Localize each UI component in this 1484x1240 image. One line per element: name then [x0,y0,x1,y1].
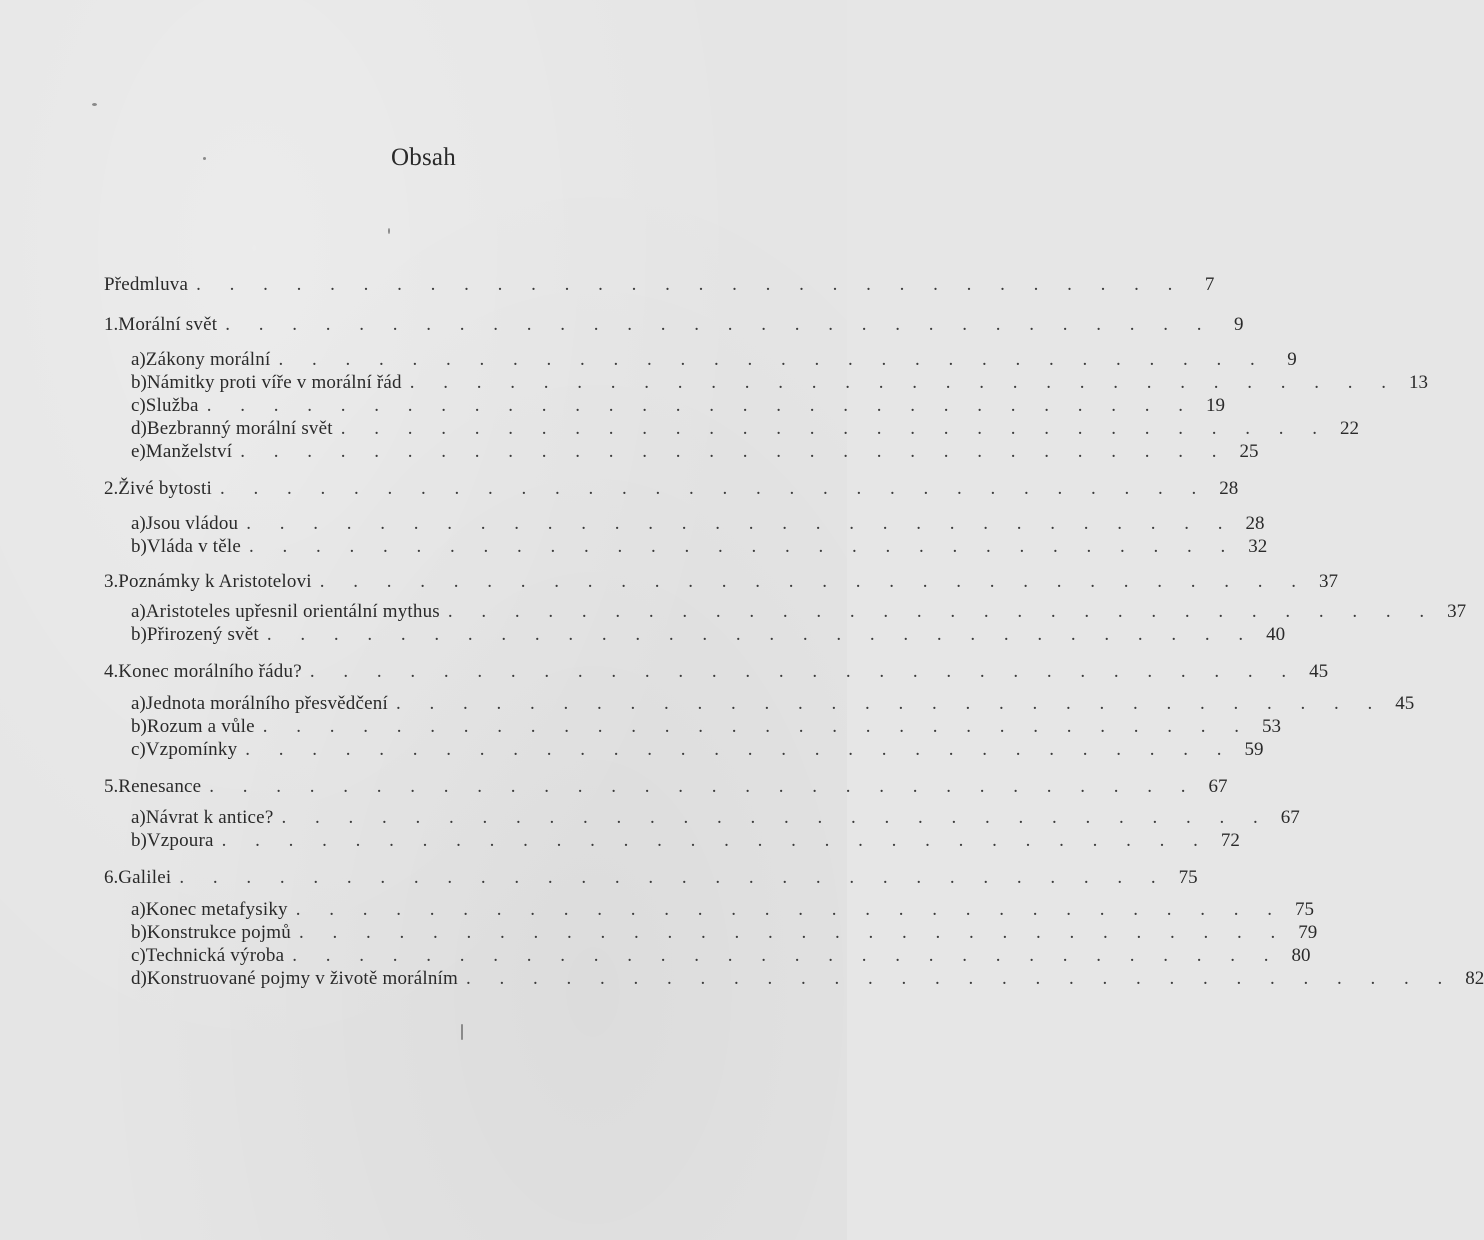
paper-speck [461,1024,463,1040]
toc-entry-page: 80 [1291,945,1311,966]
toc-entry-number: 3. [104,571,119,592]
leader-dots: . . . . . . . . . . . . . . . . . . . . . . . . . . . . . . [298,922,1288,943]
leader-dots: . . . . . . . . . . . . . . . . . . . . . . . . . . . . . . [295,899,1284,920]
toc-entry-label: Vláda v těle [146,536,242,557]
leader-dots: . . . . . . . . . . . . . . . . . . . . . . . . . . . . . . [240,441,1229,462]
toc-entry-label: Manželství [145,441,233,462]
leader-dots: . . . . . . . . . . . . . . . . . . . . . . . . . . . . . . [447,601,1437,622]
leader-dots: . . . . . . . . . . . . . . . . . . . . . . . . . . . . . . [281,807,1270,828]
leader-dots: . . . . . . . . . . . . . . . . . . . . . . . . . . . . . . [292,945,1281,966]
toc-entry-page: 45 [1309,661,1329,682]
toc-chapter [104,477,1239,501]
toc-chapter [104,775,1228,799]
paper-speck [388,228,390,234]
toc-entry-page: 7 [1204,274,1215,295]
toc-entry-label: Jsou vládou [145,513,239,534]
toc-entry-preface [104,273,1215,297]
leader-dots: . . . . . . . . . . . . . . . . . . . . . . . . . . . . . . [245,739,1234,760]
toc-section [131,806,1300,830]
toc-entry-label: Technická výroba [145,945,285,966]
toc-section [131,348,1297,372]
toc-entry-page: 67 [1208,776,1228,797]
toc-entry-number: d) [131,418,147,439]
toc-entry-label: Konstruované pojmy v životě morálním [146,968,458,989]
toc-section [131,623,1286,647]
toc-entry-number: c) [131,395,146,416]
toc-entry-label: Vzpomínky [145,739,238,760]
toc-entry-number: 6. [104,867,119,888]
toc-entry-label: Živé bytosti [118,478,212,499]
leader-dots: . . . . . . . . . . . . . . . . . . . . . . . . . . . . . . [395,693,1385,714]
toc-entry-label: Morální svět [118,314,218,335]
toc-entry-page: 75 [1178,867,1198,888]
leader-dots: . . . . . . . . . . . . . . . . . . . . . . . . . . . . . . [179,867,1168,888]
toc-entry-number: 1. [104,314,119,335]
toc-entry-number: b) [131,716,147,737]
toc-section [131,417,1359,441]
leader-dots: . . . . . . . . . . . . . . . . . . . . . . . . . . . . . . [319,571,1309,592]
leader-dots: . . . . . . . . . . . . . . . . . . . . . . . . . . . . . . [221,830,1210,851]
toc-entry-page: 37 [1319,571,1339,592]
toc-entry-page: 9 [1233,314,1244,335]
toc-entry-number: a) [131,601,146,622]
toc-entry-number: a) [131,693,146,714]
toc-entry-number: b) [131,372,147,393]
toc-entry-label: Konec metafysiky [145,899,288,920]
toc-entry-label: Konec morálního řádu? [118,661,302,682]
toc-entry-number: a) [131,513,146,534]
leader-dots: . . . . . . . . . . . . . . . . . . . . . . . . . . . . . . [465,968,1455,989]
toc-entry-page: 82 [1465,968,1484,989]
toc-section [131,715,1282,739]
toc-entry-label: Zákony morální [145,349,271,370]
toc-entry-number: c) [131,945,146,966]
leader-dots: . . . . . . . . . . . . . . . . . . . . . . . . . . . . . . [209,776,1198,797]
toc-entry-label: Aristoteles upřesnil orientální mythus [145,601,440,622]
toc-entry-number: b) [131,536,147,557]
leader-dots: . . . . . . . . . . . . . . . . . . . . . . . . . . . . . . [196,274,1185,295]
toc-entry-number: a) [131,349,146,370]
toc-entry-page: 9 [1287,349,1297,370]
toc-entry-page: 45 [1395,693,1415,714]
toc-section [131,535,1268,559]
toc-entry-page: 37 [1447,601,1467,622]
toc-entry-label: Služba [145,395,199,416]
toc-chapter [104,570,1339,594]
toc-entry-label: Bezbranný morální svět [146,418,333,439]
toc-entry-label: Námitky proti víře v morální řád [146,372,402,393]
page-title: Obsah [391,144,456,171]
toc-entry-label: Renesance [118,776,202,797]
leader-dots: . . . . . . . . . . . . . . . . . . . . . . . . . . . . . . [309,661,1299,682]
toc-entry-label: Poznámky k Aristotelovi [118,571,312,592]
toc-entry-page: 13 [1409,372,1428,393]
leader-dots: . . . . . . . . . . . . . . . . . . . . . . . . . . . . . . [278,349,1267,370]
toc-entry-label: Přirozený svět [146,624,259,645]
toc-entry-page: 40 [1266,624,1286,645]
toc-entry-label: Předmluva [104,274,189,295]
toc-entry-number: b) [131,830,147,851]
toc-entry-page: 79 [1298,922,1318,943]
toc-entry-label: Návrat k antice? [145,807,274,828]
toc-entry-number: b) [131,922,147,943]
toc-entry-page: 25 [1239,441,1259,462]
toc-entry-page: 19 [1205,395,1225,416]
leader-dots: . . . . . . . . . . . . . . . . . . . . . . . . . . . . . . [340,418,1329,439]
toc-section [131,898,1314,922]
paper-speck [92,103,97,106]
toc-entry-label: Jednota morálního přesvědčení [145,693,388,714]
toc-section [131,921,1318,945]
toc-entry-number: 4. [104,661,119,682]
toc-entry-number: 5. [104,776,119,797]
toc-chapter [104,660,1329,684]
toc-section [131,829,1240,853]
toc-entry-label: Galilei [118,867,172,888]
toc-entry-number: a) [131,899,146,920]
leader-dots: . . . . . . . . . . . . . . . . . . . . . . . . . . . . . . [219,478,1209,499]
toc-entry-page: 75 [1294,899,1314,920]
leader-dots: . . . . . . . . . . . . . . . . . . . . . . . . . . . . . . [262,716,1252,737]
toc-section [131,944,1311,968]
toc-section [131,440,1259,464]
toc-section [131,371,1428,395]
toc-section [131,394,1225,418]
toc-chapter [104,866,1198,890]
leader-dots: . . . . . . . . . . . . . . . . . . . . . . . . . . . . . . [266,624,1256,645]
leader-dots: . . . . . . . . . . . . . . . . . . . . . . . . . . . . . . [249,536,1238,557]
toc-entry-page: 28 [1219,478,1239,499]
toc-entry-page: 67 [1280,807,1300,828]
toc-section [131,512,1265,536]
leader-dots: . . . . . . . . . . . . . . . . . . . . . . . . . . . . . . [225,314,1214,335]
leader-dots: . . . . . . . . . . . . . . . . . . . . . . . . . . . . . . [246,513,1235,534]
toc-entry-page: 22 [1339,418,1359,439]
leader-dots: . . . . . . . . . . . . . . . . . . . . . . . . . . . . . . [409,372,1398,393]
toc-entry-number: b) [131,624,147,645]
leader-dots: . . . . . . . . . . . . . . . . . . . . . . . . . . . . . . [206,395,1195,416]
toc-entry-label: Rozum a vůle [146,716,255,737]
toc-section [131,692,1415,716]
toc-entry-number: 2. [104,478,119,499]
toc-entry-number: e) [131,441,146,462]
toc-entry-number: a) [131,807,146,828]
toc-entry-number: d) [131,968,147,989]
toc-entry-label: Konstrukce pojmů [146,922,291,943]
toc-entry-page: 72 [1220,830,1240,851]
toc-entry-page: 59 [1244,739,1264,760]
toc-entry-page: 28 [1245,513,1265,534]
toc-entry-page: 53 [1262,716,1282,737]
toc-section [131,600,1467,624]
toc-entry-number: c) [131,739,146,760]
toc-chapter [104,313,1244,337]
toc-entry-page: 32 [1248,536,1268,557]
toc-entry-label: Vzpoura [146,830,214,851]
toc-section [131,967,1484,991]
toc-section [131,738,1264,762]
